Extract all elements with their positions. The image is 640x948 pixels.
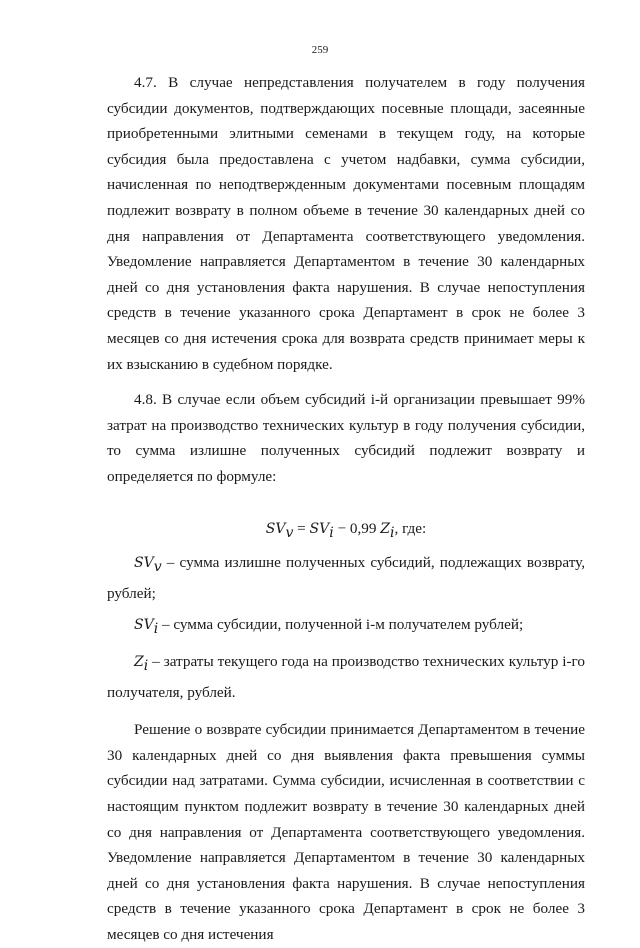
def1-text: – сумма излишне полученных субсидий, подлежащих возврату, рублей; [107, 554, 585, 602]
def3-sub: i [143, 658, 149, 674]
formula [107, 516, 585, 547]
paragraph-4-8: 4.8. В случае если объем субсидий i-й организации превышает 99% затрат на производство технических культур в году получения субсидии, то сумма излишне полученных субсидий подлежит возврату и определяется по формуле: [107, 391, 585, 485]
formula-rhs1: SV [309, 520, 330, 537]
formula-rhs2: Z [380, 520, 390, 537]
definition-svi [107, 612, 585, 643]
def2-sub: i [153, 621, 159, 638]
def1-symbol: SV [134, 555, 154, 572]
formula-rhs1-sub: i [329, 524, 334, 541]
formula-lhs-sub: v [285, 524, 294, 541]
formula-tail: , где: [394, 519, 427, 537]
formula-minus: − 0,99 [333, 519, 381, 537]
def2-text: – сумма субсидии, полученной i-м получателем рублей; [158, 616, 524, 634]
def2-symbol: SV [134, 617, 154, 634]
formula-lhs: SV [265, 520, 286, 537]
formula-eq: = [293, 519, 310, 537]
def3-symbol: Z [134, 653, 144, 670]
formula-rhs2-sub: i [390, 524, 395, 541]
page-number: 259 [311, 44, 329, 56]
def1-sub: v [153, 559, 162, 576]
definition-zi [107, 649, 585, 705]
document-body [107, 70, 585, 948]
definition-svv [107, 550, 585, 606]
def3-text: – затраты текущего года на производство технических культур i-го получателя, рублей. [107, 652, 585, 701]
paragraph-4-7: 4.7. В случае непредставления получателем в году получения субсидии документов, подтверждающих посевные площади, засеянные приобретенными элитными семенами в текущем году, на которые субсидия была предоставлена с учетом надбавки, сумма субсидии, начисленная по неподтвержденным документами посевным площадям подлежит возврату в полном объеме в течение 30 календарных дней со дня направления от Департамента соответствующего уведомления. Уведомление направляется Департаментом в течение 30 календарных дней со дня установления факта нарушения. В случае непоступления средств в течение указанного срока Департамент в срок не более 3 месяцев со дня истечения срока для возврата средств принимает меры к их взысканию в судебном порядке. [107, 74, 585, 373]
paragraph-decision: Решение о возврате субсидии принимается Департаментом в течение 30 календарных дней со дня выявления факта превышения суммы субсидии над затратами. Сумма субсидии, исчисленная в соответствии с настоящим пунктом подлежит возврату в течение 30 календарных дней со дня направления от Департамента соответствующего уведомления. Уведомление направляется Департаментом в течение 30 календарных дней со дня установления факта нарушения. В случае непоступления средств в течение указанного срока Департамент в срок не более 3 месяцев со дня истечения [107, 721, 585, 943]
